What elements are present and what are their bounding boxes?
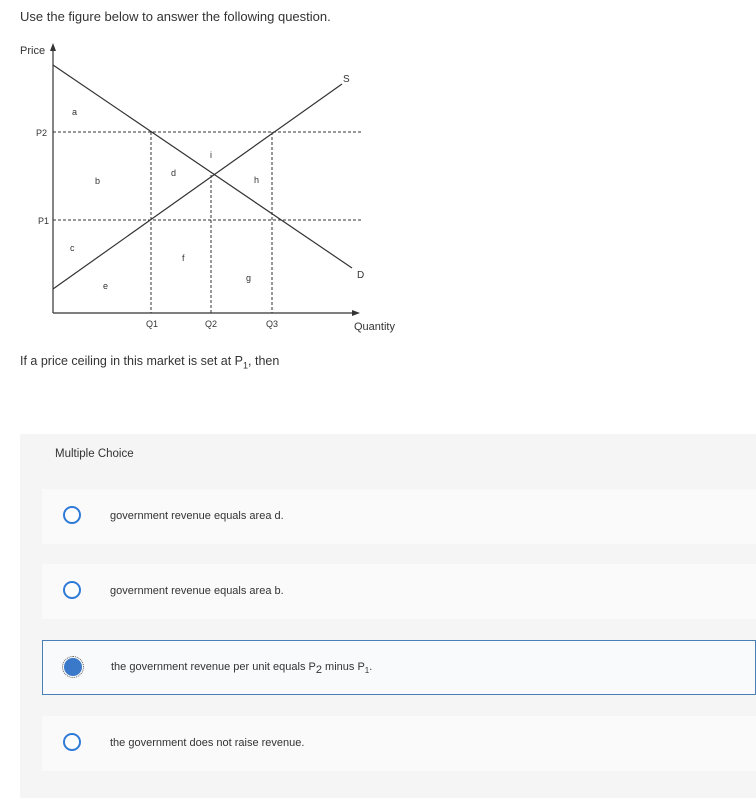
supply-demand-figure (0, 36, 420, 346)
choice-option-label: the government revenue per unit equals P2 minus $P_1$. (111, 661, 373, 676)
area-label-b: b (95, 176, 101, 186)
quantity-label-q3: Q3 (266, 319, 279, 329)
choice-option-2[interactable] (42, 564, 756, 619)
supply-label: S (343, 74, 350, 85)
demand-label: D (357, 270, 365, 281)
x-axis-label: Quantity (354, 321, 395, 333)
choice-option-label: government revenue equals area b. (110, 585, 284, 597)
radio-button-icon[interactable] (63, 733, 81, 751)
supply-curve (53, 84, 342, 289)
instruction-text: Use the figure below to answer the following question. (20, 9, 331, 24)
quantity-label-q1: Q1 (146, 319, 159, 329)
area-label-a: a (72, 107, 78, 117)
demand-curve (53, 65, 352, 268)
radio-button-icon[interactable] (63, 581, 81, 599)
area-label-i: i (210, 150, 212, 160)
area-label-d: d (171, 168, 177, 178)
area-label-c: c (70, 243, 75, 253)
area-label-g: g (246, 273, 252, 283)
choice-option-label: government revenue equals area d. (110, 510, 284, 522)
price-label-p2: P2 (36, 128, 48, 138)
area-label-e: e (103, 281, 109, 291)
choice-option-3[interactable] (42, 640, 756, 695)
y-axis-label: Price (20, 45, 46, 57)
choice-option-label: the government does not raise revenue. (110, 737, 305, 749)
choice-option-4[interactable] (42, 716, 756, 771)
radio-button-icon[interactable] (63, 506, 81, 524)
quantity-label-q2: Q2 (205, 319, 218, 329)
price-label-p1: P1 (38, 216, 50, 226)
area-label-f: f (182, 253, 185, 263)
x-axis-arrow-icon (352, 310, 360, 316)
y-axis-arrow-icon (50, 43, 56, 51)
area-label-h: h (254, 175, 260, 185)
choice-option-1[interactable] (42, 489, 756, 544)
multiple-choice-header: Multiple Choice (55, 448, 134, 460)
radio-button-checked-icon[interactable] (64, 658, 82, 676)
question-text: If a price ceiling in this market is set at $P_1$, then (20, 354, 280, 371)
multiple-choice-panel (20, 434, 756, 798)
